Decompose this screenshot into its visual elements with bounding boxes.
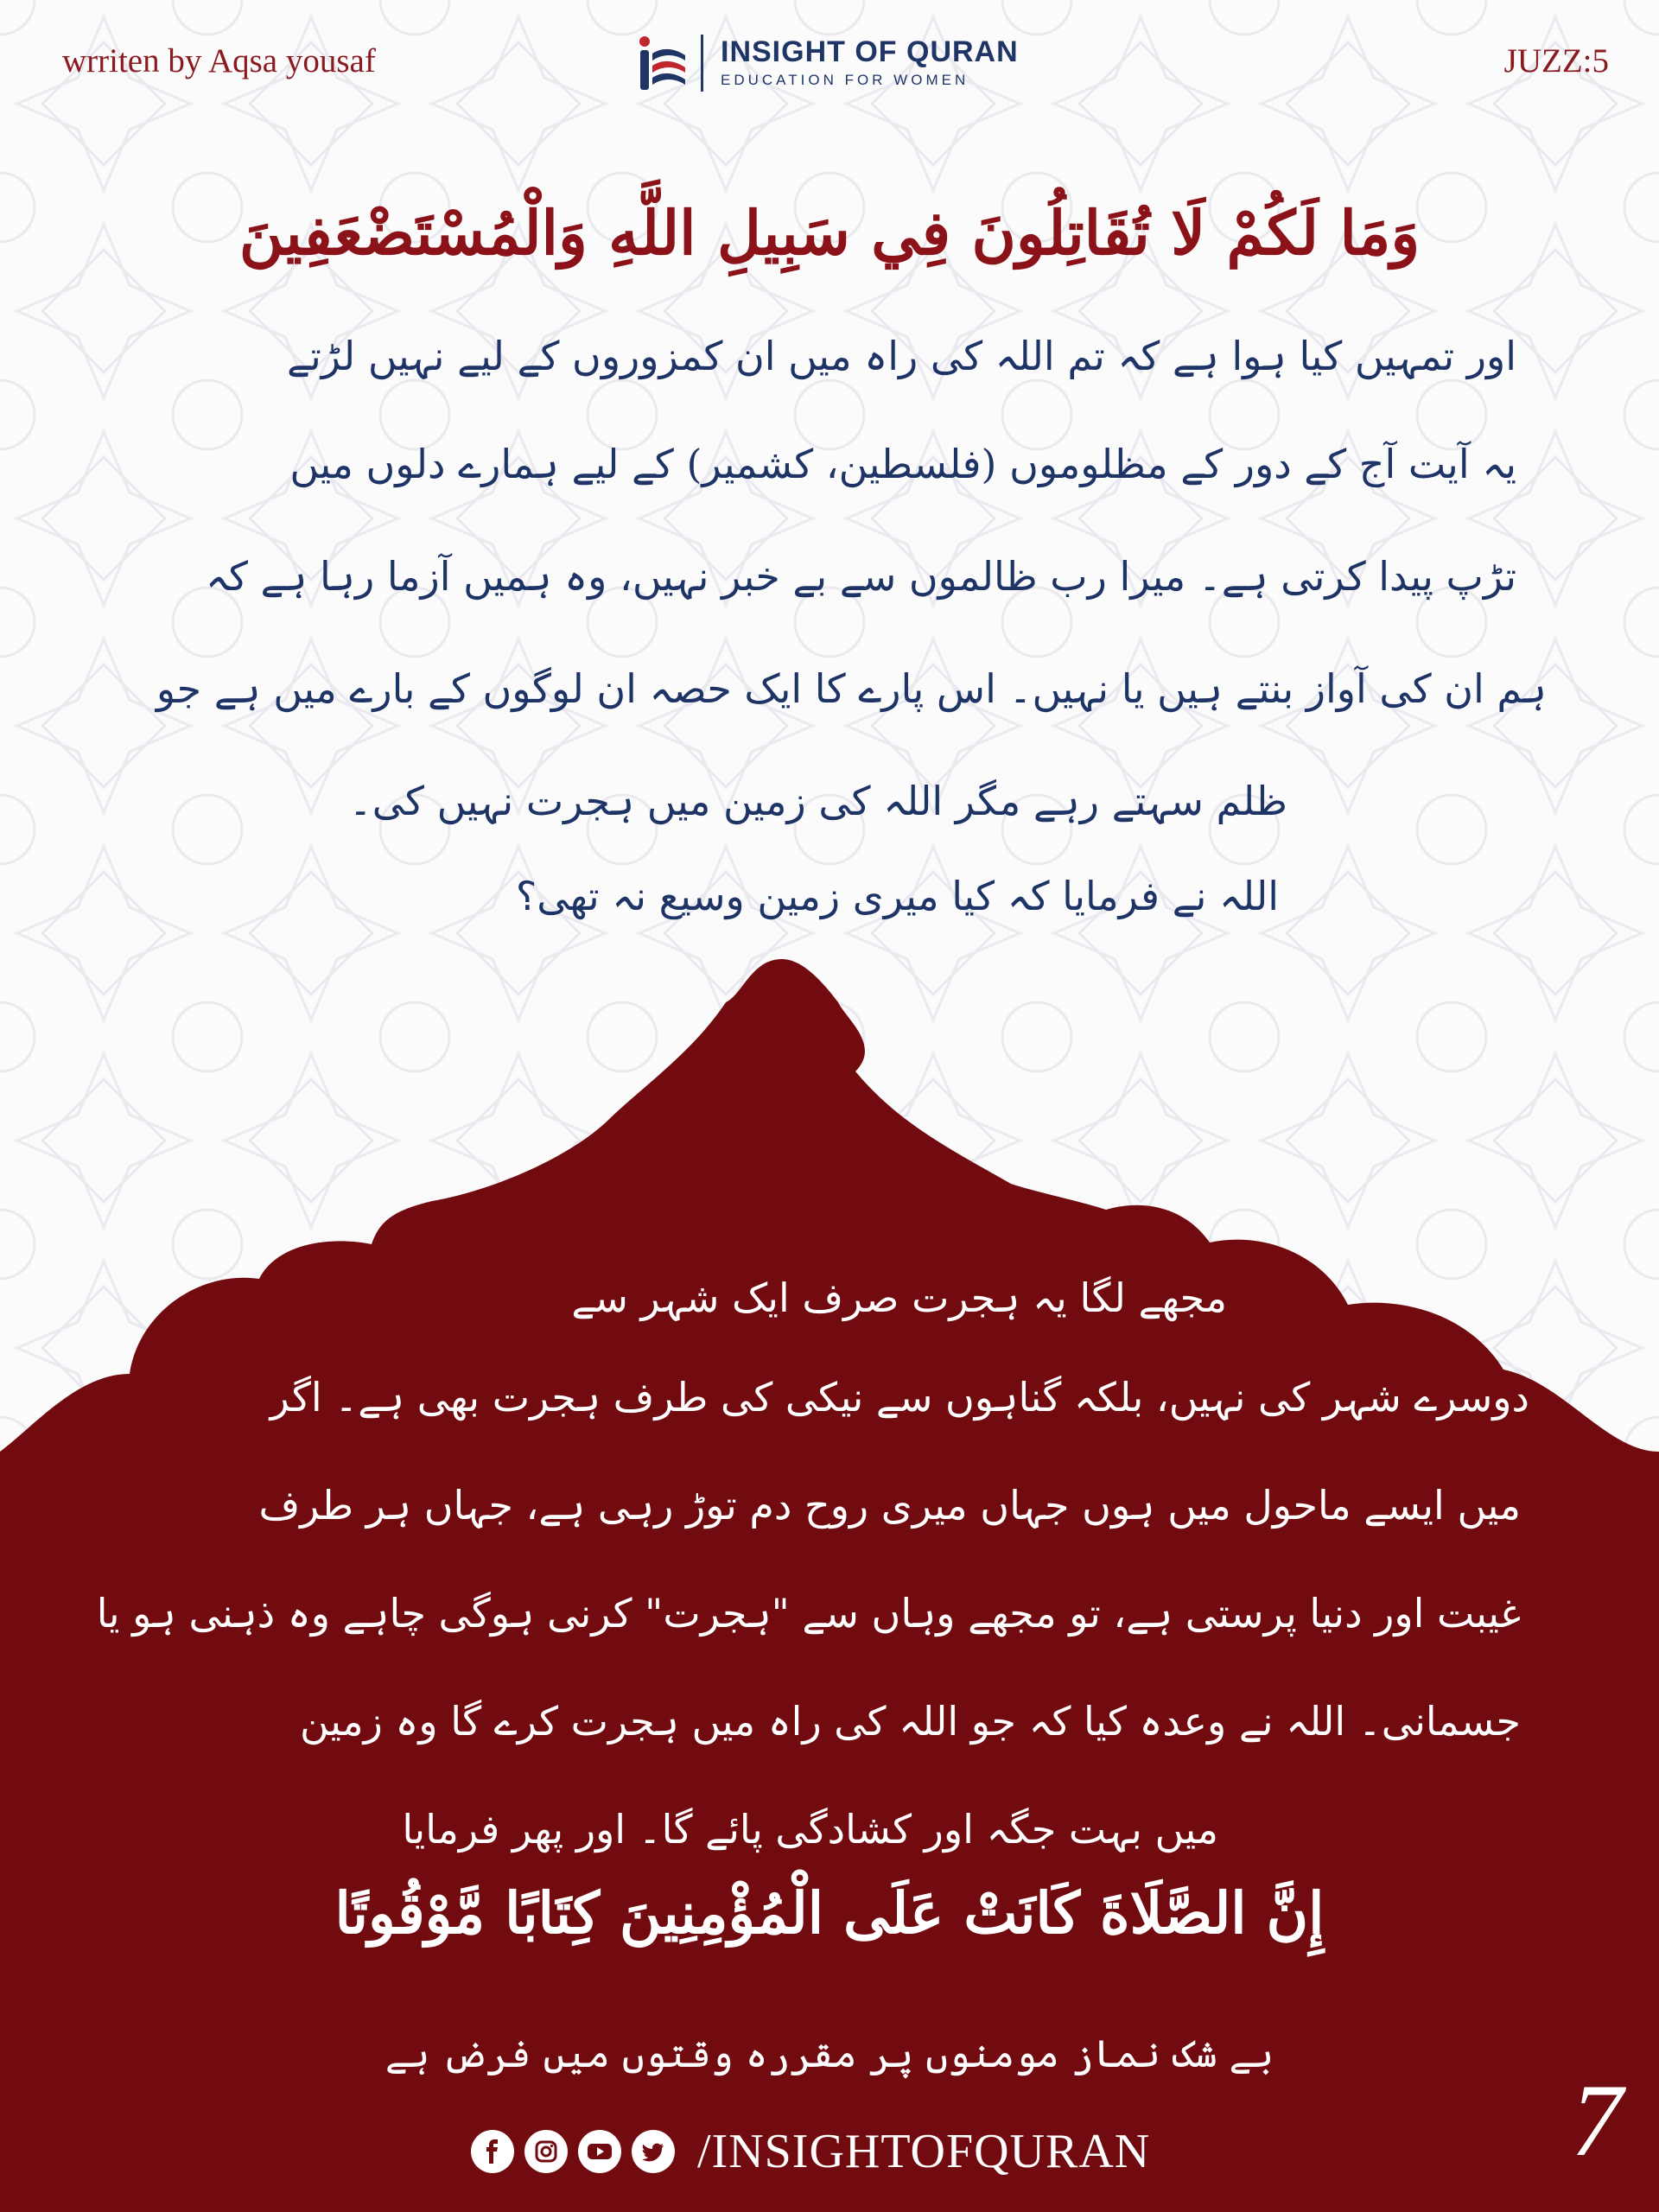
social-bar — [471, 2124, 1150, 2179]
juzz-label: JUZZ:5 — [1503, 42, 1609, 79]
top-line: ظلم سہتے رہے مگر اللہ کی زمین میں ہجرت نہیں کی۔ — [348, 778, 1287, 824]
twitter-icon[interactable] — [632, 2130, 675, 2173]
bottom-line: میں ایسے ماحول میں ہوں جہاں میری روح دم توڑ رہی ہے، جہاں ہر طرف — [258, 1482, 1521, 1529]
brand-subtitle: EDUCATION FOR WOMEN — [721, 71, 969, 88]
bottom-line: مجھے لگا یہ ہجرت صرف ایک شہر سے — [571, 1274, 1227, 1321]
verse-arabic-bottom: إِنَّ الصَّلَاةَ كَانَتْ عَلَى الْمُؤْمِنِينَ كِتَابًا مَّوْقُوتًا — [334, 1879, 1325, 1947]
youtube-icon[interactable] — [578, 2130, 621, 2173]
instagram-icon[interactable] — [524, 2130, 568, 2173]
facebook-icon[interactable] — [471, 2130, 514, 2173]
social-handle[interactable]: /INSIGHTOFQURAN — [697, 2125, 1151, 2178]
bottom-line: میں بہت جگہ اور کشادگی پائے گا۔ اور پھر فرمایا — [402, 1806, 1218, 1853]
top-line: اللہ نے فرمایا کہ کیا میری زمین وسیع نہ تھی؟ — [515, 873, 1279, 919]
verse-translation: بے شک نماز مومنوں پر مقررہ وقتوں میں فرض ہے — [385, 2032, 1274, 2076]
top-line: اور تمہیں کیا ہوا ہے کہ تم اللہ کی راہ میں ان کمزوروں کے لیے نہیں لڑتے — [287, 333, 1516, 379]
bottom-line: دوسرے شہر کی نہیں، بلکہ گناہوں سے نیکی کی طرف ہجرت بھی ہے۔ اگر — [270, 1374, 1529, 1421]
top-line: تڑپ پیدا کرتی ہے۔ میرا رب ظالموں سے بے خبر نہیں، وہ ہمیں آزما رہا ہے کہ — [206, 553, 1516, 600]
page-number: 7 — [1571, 2063, 1623, 2177]
bottom-line: غیبت اور دنیا پرستی ہے، تو مجھے وہاں سے "ہجرت" کرنی ہوگی چاہے وہ ذہنی ہو یا — [96, 1590, 1521, 1637]
brand-title: INSIGHT OF QURAN — [721, 35, 1019, 69]
top-line: یہ آیت آج کے دور کے مظلوموں (فلسطین، کشمیر) کے لیے ہمارے دلوں میں — [289, 441, 1516, 487]
top-line: ہم ان کی آواز بنتے ہیں یا نہیں۔ اس پارے کا ایک حصہ ان لوگوں کے بارے میں ہے جو — [156, 665, 1547, 712]
author-credit: wrriten by Aqsa yousaf — [62, 42, 376, 79]
verse-arabic-top: وَمَا لَكُمْ لَا تُقَاتِلُونَ فِي سَبِيلِ اللَّهِ وَالْمُسْتَضْعَفِينَ — [238, 197, 1421, 269]
bottom-line: جسمانی۔ اللہ نے وعدہ کیا کہ جو اللہ کی راہ میں ہجرت کرے گا وہ زمین — [300, 1698, 1521, 1745]
